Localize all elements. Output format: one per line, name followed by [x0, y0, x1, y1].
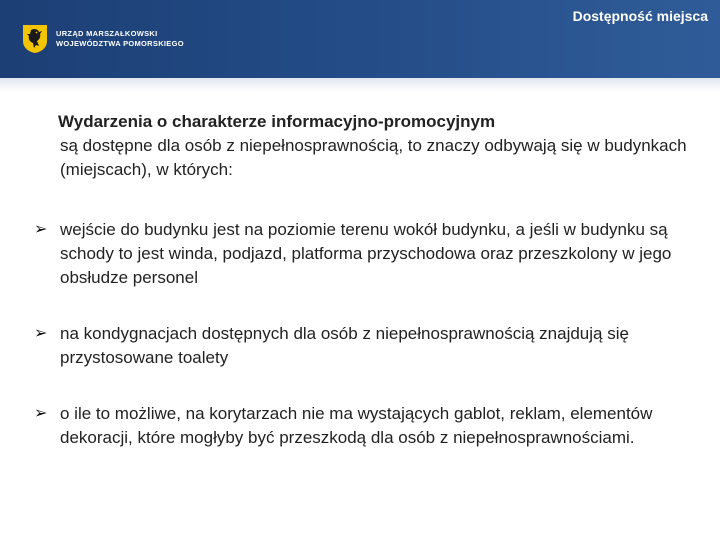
office-logo: [22, 24, 184, 54]
header-bar: [0, 0, 720, 78]
list-item: [34, 402, 694, 450]
list-item-text: na kondygnacjach dostępnych dla osób z niepełnosprawnością znajdują się przystosowane toalety: [60, 324, 629, 367]
header-shadow: [0, 78, 720, 92]
intro-paragraph: [58, 110, 698, 182]
list-item-text: wejście do budynku jest na poziomie terenu wokół budynku, a jeśli w budynku są schody to jest winda, podjazd, platforma przyschodowa oraz przeszkolony w jego obsłudze personel: [60, 220, 672, 287]
slide-title: Dostępność miejsca: [572, 8, 708, 24]
list-item: [34, 218, 694, 290]
griffin-crest-icon: [22, 24, 48, 54]
office-name: [56, 29, 184, 49]
arrowhead-bullet-icon: ➢: [34, 325, 48, 342]
office-name-line1: URZĄD MARSZAŁKOWSKI: [56, 29, 158, 38]
arrowhead-bullet-icon: ➢: [34, 405, 48, 422]
list-item: [34, 322, 694, 370]
arrowhead-bullet-icon: ➢: [34, 221, 48, 238]
intro-lead: Wydarzenia o charakterze informacyjno-promocyjnym: [58, 112, 496, 131]
office-name-line2: WOJEWÓDZTWA POMORSKIEGO: [56, 39, 184, 48]
list-item-text: o ile to możliwe, na korytarzach nie ma wystających gablot, reklam, elementów dekoracji, które mogłyby być przeszkodą dla osób z niepełnosprawnościami.: [60, 404, 653, 447]
intro-body: są dostępne dla osób z niepełnosprawnością, to znaczy odbywają się w budynkach (miejscach), w których:: [60, 136, 687, 179]
